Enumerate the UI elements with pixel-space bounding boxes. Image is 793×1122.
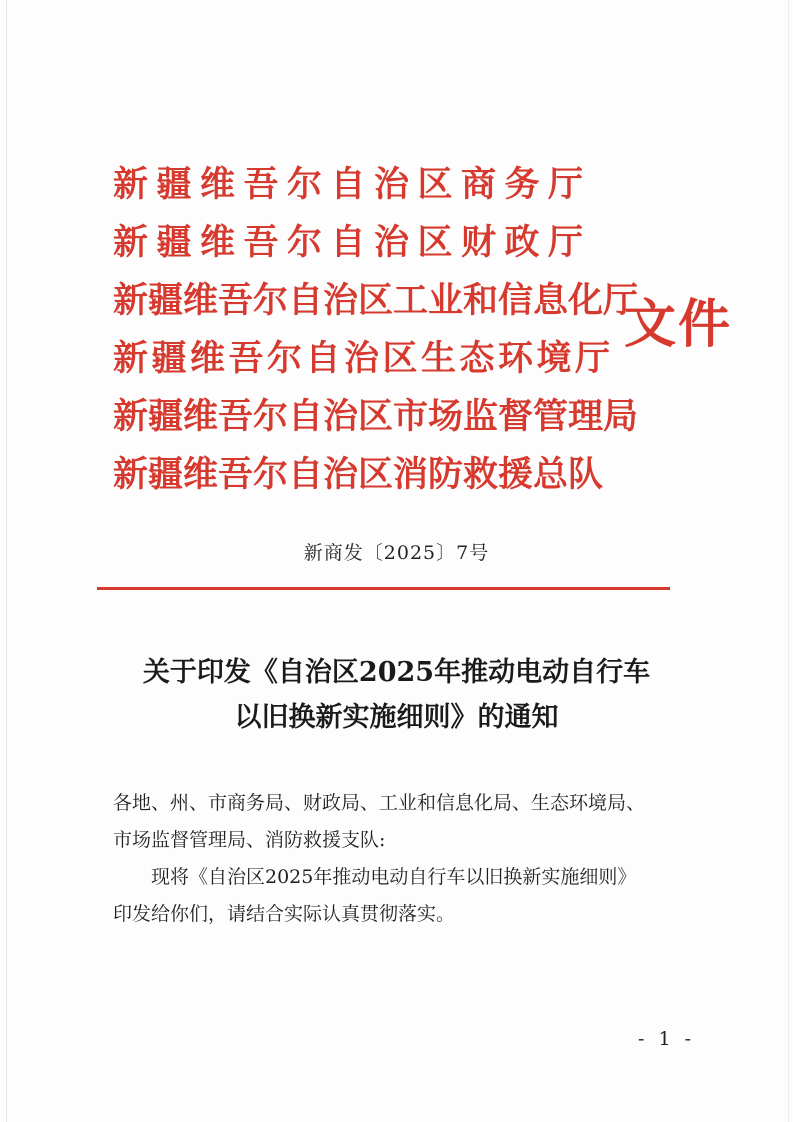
- document-number: 新商发〔2025〕7号: [303, 542, 490, 564]
- recipients-line-2: 市场监督管理局、消防救援支队:: [113, 829, 386, 851]
- content-line-2: 印发给你们，请结合实际认真贯彻落实。: [113, 903, 456, 925]
- red-divider-line: [97, 587, 670, 590]
- authority-industry-it: 新疆维吾尔自治区工业和信息化厅: [113, 280, 639, 321]
- page-number: - 1 -: [638, 1028, 696, 1050]
- authority-market-regulation: 新疆维吾尔自治区市场监督管理局: [113, 396, 639, 437]
- document-type-label: 文件: [624, 294, 733, 355]
- notice-title-line-1: 关于印发《自治区2025年推动电动自行车: [142, 657, 651, 688]
- notice-title-line-2: 以旧换新实施细则》的通知: [234, 702, 559, 733]
- authority-finance: 新疆维吾尔自治区财政厅: [113, 222, 592, 263]
- notice-title: [0, 650, 793, 740]
- recipients-line-1: 各地、州、市商务局、财政局、工业和信息化局、生态环境局、: [113, 792, 646, 814]
- issuing-authorities: [113, 156, 639, 504]
- content-line-1: 现将《自治区2025年推动电动自行车以旧换新实施细则》: [151, 866, 637, 888]
- authority-commerce: 新疆维吾尔自治区商务厅: [113, 164, 592, 205]
- authority-fire-rescue: 新疆维吾尔自治区消防救援总队: [113, 454, 604, 495]
- notice-body: [113, 785, 703, 933]
- authority-ecology: 新疆维吾尔自治区生态环境厅: [113, 338, 614, 379]
